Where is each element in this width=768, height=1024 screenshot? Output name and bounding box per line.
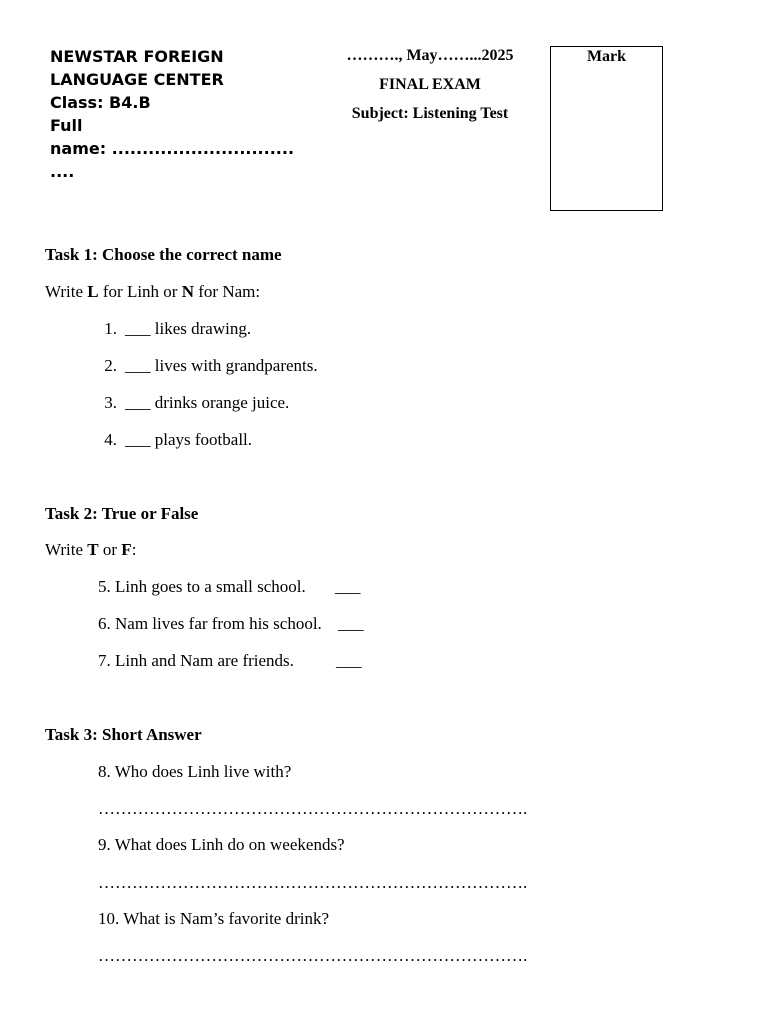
org-name-line-2: LANGUAGE CENTER	[50, 70, 224, 89]
task1-instruction	[45, 282, 260, 302]
task3-question: 9. What does Linh do on weekends?	[98, 835, 345, 854]
task2-instruction	[45, 540, 136, 560]
task3-question: 8. Who does Linh live with?	[98, 762, 292, 781]
task1-title: Task 1: Choose the correct name	[45, 245, 282, 264]
item-text: ___ drinks orange juice.	[125, 393, 290, 412]
task2-letter-t: T	[87, 540, 99, 559]
item-number: 4.	[104, 430, 117, 449]
task2-statement: 7. Linh and Nam are friends.	[98, 651, 294, 670]
task1-item[interactable]	[97, 393, 289, 413]
task1-item[interactable]	[97, 430, 252, 450]
task3-question: 10. What is Nam’s favorite drink?	[98, 909, 330, 928]
task1-item[interactable]	[97, 356, 318, 376]
task2-letter-f: F	[121, 540, 132, 559]
class-label: Class: B4.B	[50, 93, 151, 112]
item-number: 2.	[104, 356, 117, 375]
task1-item[interactable]	[97, 319, 251, 339]
task3-answer-line[interactable]: ………………………………………………………………….	[98, 946, 528, 965]
task3-title: Task 3: Short Answer	[45, 725, 202, 744]
mark-box[interactable]	[550, 46, 663, 211]
task2-instruction-text: :	[131, 540, 137, 559]
task1-letter-n: N	[181, 282, 194, 301]
mark-label: Mark	[586, 48, 627, 65]
task2-statement: 5. Linh goes to a small school.	[98, 577, 306, 596]
item-text: ___ lives with grandparents.	[125, 356, 318, 375]
exam-subject: Subject: Listening Test	[351, 105, 509, 122]
full-name-field[interactable]: name: ..............................	[50, 139, 295, 158]
org-name-line-1: NEWSTAR FOREIGN	[50, 47, 224, 66]
task2-answer-blank[interactable]: ___	[336, 651, 362, 670]
task1-instruction-text: Write	[45, 282, 88, 301]
task1-letter-l: L	[87, 282, 99, 301]
exam-date[interactable]: ………., May……...2025	[346, 47, 514, 64]
task2-statement: 6. Nam lives far from his school.	[98, 614, 322, 633]
item-number: 3.	[104, 393, 117, 412]
item-text: ___ plays football.	[125, 430, 253, 449]
task1-instruction-text: for Nam:	[194, 282, 261, 301]
item-text: ___ likes drawing.	[125, 319, 252, 338]
full-name-label: Full	[50, 116, 83, 135]
task3-answer-line[interactable]: ………………………………………………………………….	[98, 873, 528, 892]
task2-answer-blank[interactable]: ___	[338, 614, 364, 633]
exam-title: FINAL EXAM	[379, 76, 481, 93]
full-name-field-continued[interactable]: ....	[50, 162, 75, 181]
item-number: 1.	[104, 319, 117, 338]
task2-instruction-text: or	[98, 540, 122, 559]
task2-instruction-text: Write	[45, 540, 88, 559]
task2-answer-blank[interactable]: ___	[335, 577, 361, 596]
task2-title: Task 2: True or False	[45, 504, 199, 523]
task1-instruction-text: for Linh or	[98, 282, 182, 301]
school-header	[50, 45, 310, 183]
task3-answer-line[interactable]: ………………………………………………………………….	[98, 799, 528, 818]
